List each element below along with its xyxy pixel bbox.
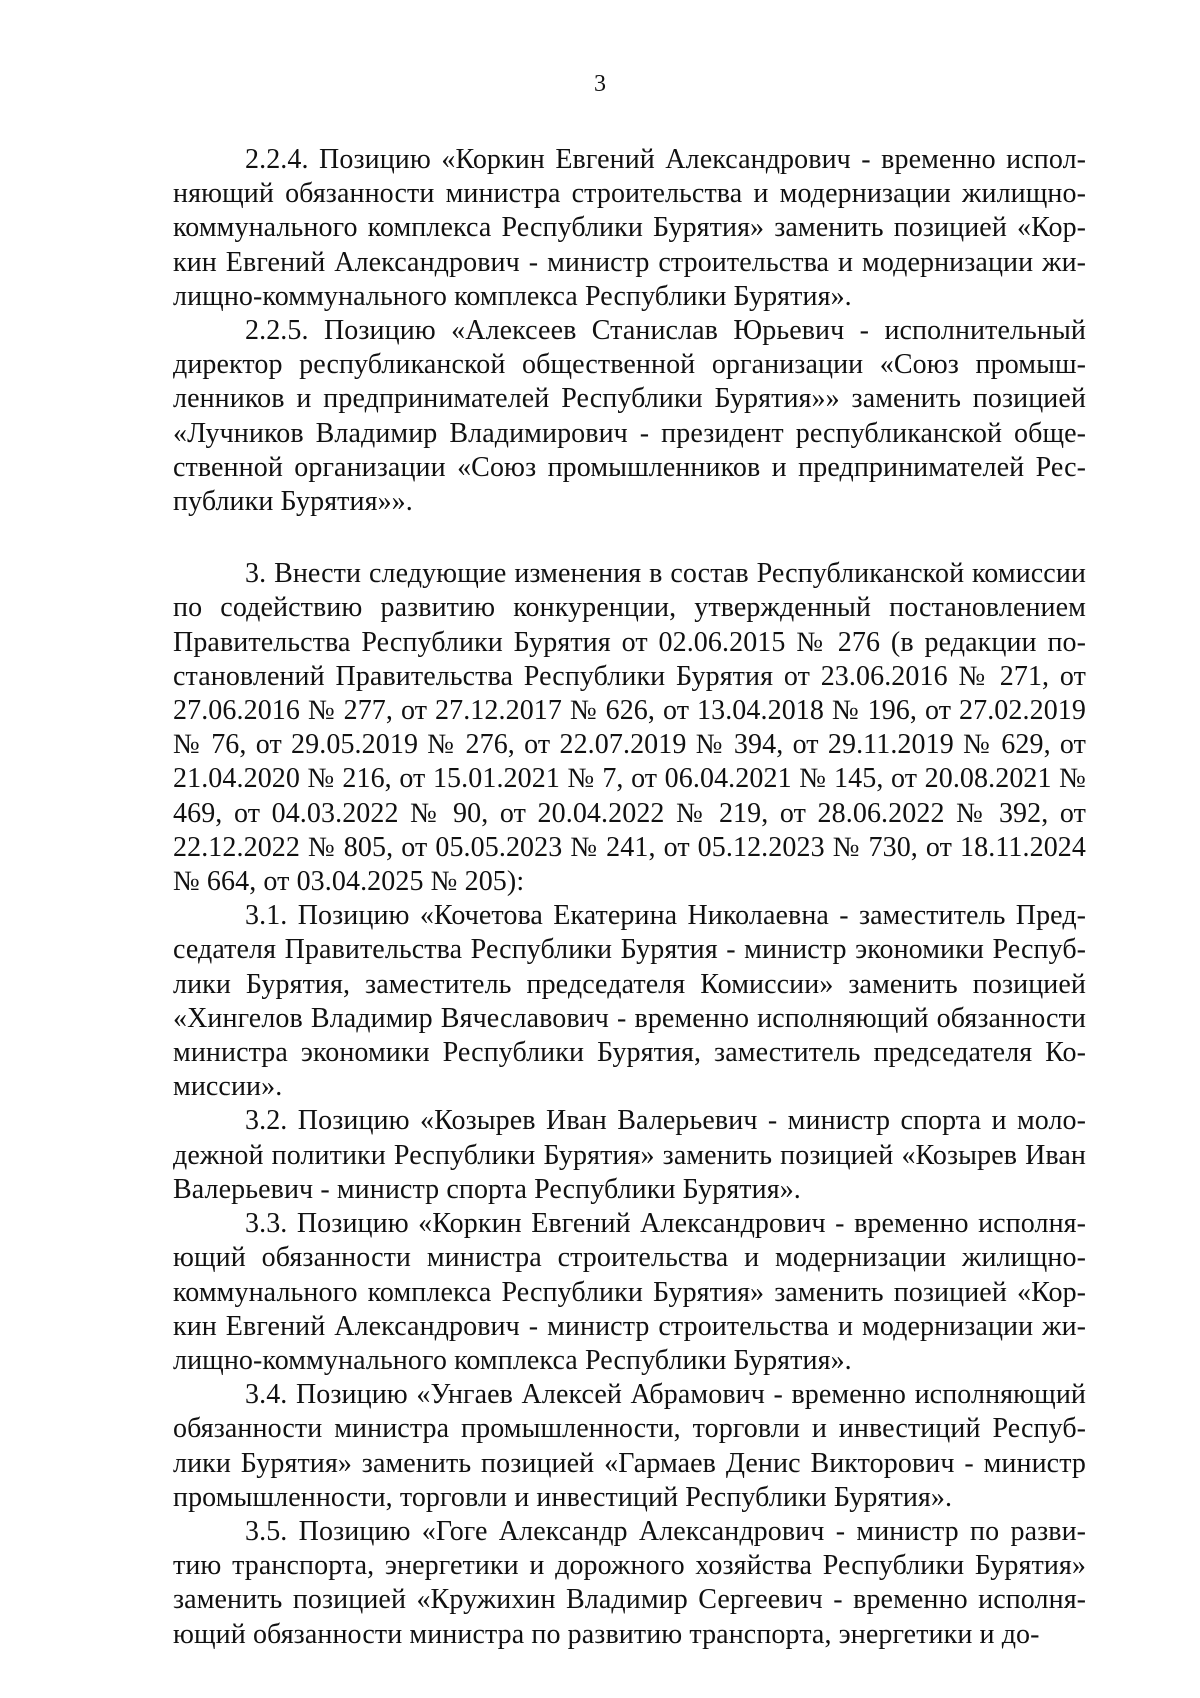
paragraph-3-2: 3.2. Позицию «Козырев Иван Валерьевич - министр спорта и молодежной политики Республики Бурятия» заменить позицией «Козырев Иван Валерьевич - министр спорта Республики Бурятия».	[173, 1105, 1086, 1205]
paragraph-2-2-4: 2.2.4. Позицию «Коркин Евгений Александрович - временно исполняющий обязанности министра строительства и модернизации жилищно-коммунального комплекса Республики Бурятия» заменить позицией «Коркин Евгений Александрович - министр строительства и модернизации жилищно-коммунального комплекса Республики Бурятия».	[173, 144, 1086, 312]
paragraph-3: 3. Внести следующие изменения в состав Республиканской комиссии по содействию развитию конкуренции, утвержденный постановлением Правительства Республики Бурятия от 02.06.2015 № 276 (в редакции постановлений Правительства Республики Бурятия от 23.06.2016 № 271, от 27.06.2016 № 277, от 27.12.2017 № 626, от 13.04.2018 № 196, от 27.02.2019 № 76, от 29.05.2019 № 276, от 22.07.2019 № 394, от 29.11.2019 № 629, от 21.04.2020 № 216, от 15.01.2021 № 7, от 06.04.2021 № 145, от 20.08.2021 № 469, от 04.03.2022 № 90, от 20.04.2022 № 219, от 28.06.2022 № 392, от 22.12.2022 № 805, от 05.05.2023 № 241, от 05.12.2023 № 730, от 18.11.2024 № 664, от 03.04.2025 № 205):	[173, 558, 1086, 898]
paragraph-3-4: 3.4. Позицию «Унгаев Алексей Абрамович - временно исполняющий обязанности министра промышленности, торговли и инвестиций Республики Бурятия» заменить позицией «Гармаев Денис Викторович - министр промышленности, торговли и инвестиций Республики Бурятия».	[173, 1379, 1086, 1513]
document-body	[173, 143, 1086, 1652]
paragraph-2-2-5: 2.2.5. Позицию «Алексеев Станислав Юрьевич - исполнительный директор республиканской общественной организации «Союз промышленников и предпринимателей Республики Бурятия»» заменить позицией «Лучников Владимир Владимирович - президент республиканской общественной организации «Союз промышленников и предпринимателей Республики Бурятия»».	[173, 315, 1086, 518]
paragraph-3-5: 3.5. Позицию «Гоге Александр Александрович - министр по развитию транспорта, энергетики и дорожного хозяйства Республики Бурятия» заменить позицией «Кружихин Владимир Сергеевич - временно исполняющий обязанности министра по развитию транспорта, энергетики и до-	[173, 1515, 1086, 1650]
paragraph-3-3: 3.3. Позицию «Коркин Евгений Александрович - временно исполняющий обязанности министра строительства и модернизации жилищно-коммунального комплекса Республики Бурятия» заменить позицией «Коркин Евгений Александрович - министр строительства и модернизации жилищно-коммунального комплекса Республики Бурятия».	[173, 1208, 1086, 1376]
paragraph-3-1: 3.1. Позицию «Кочетова Екатерина Николаевна - заместитель Председателя Правительства Республики Бурятия - министр экономики Республики Бурятия, заместитель председателя Комиссии» заменить позицией «Хингелов Владимир Вячеславович - временно исполняющий обязанности министра экономики Республики Бурятия, заместитель председателя Комиссии».	[173, 900, 1086, 1103]
page-number: 3	[594, 71, 606, 97]
